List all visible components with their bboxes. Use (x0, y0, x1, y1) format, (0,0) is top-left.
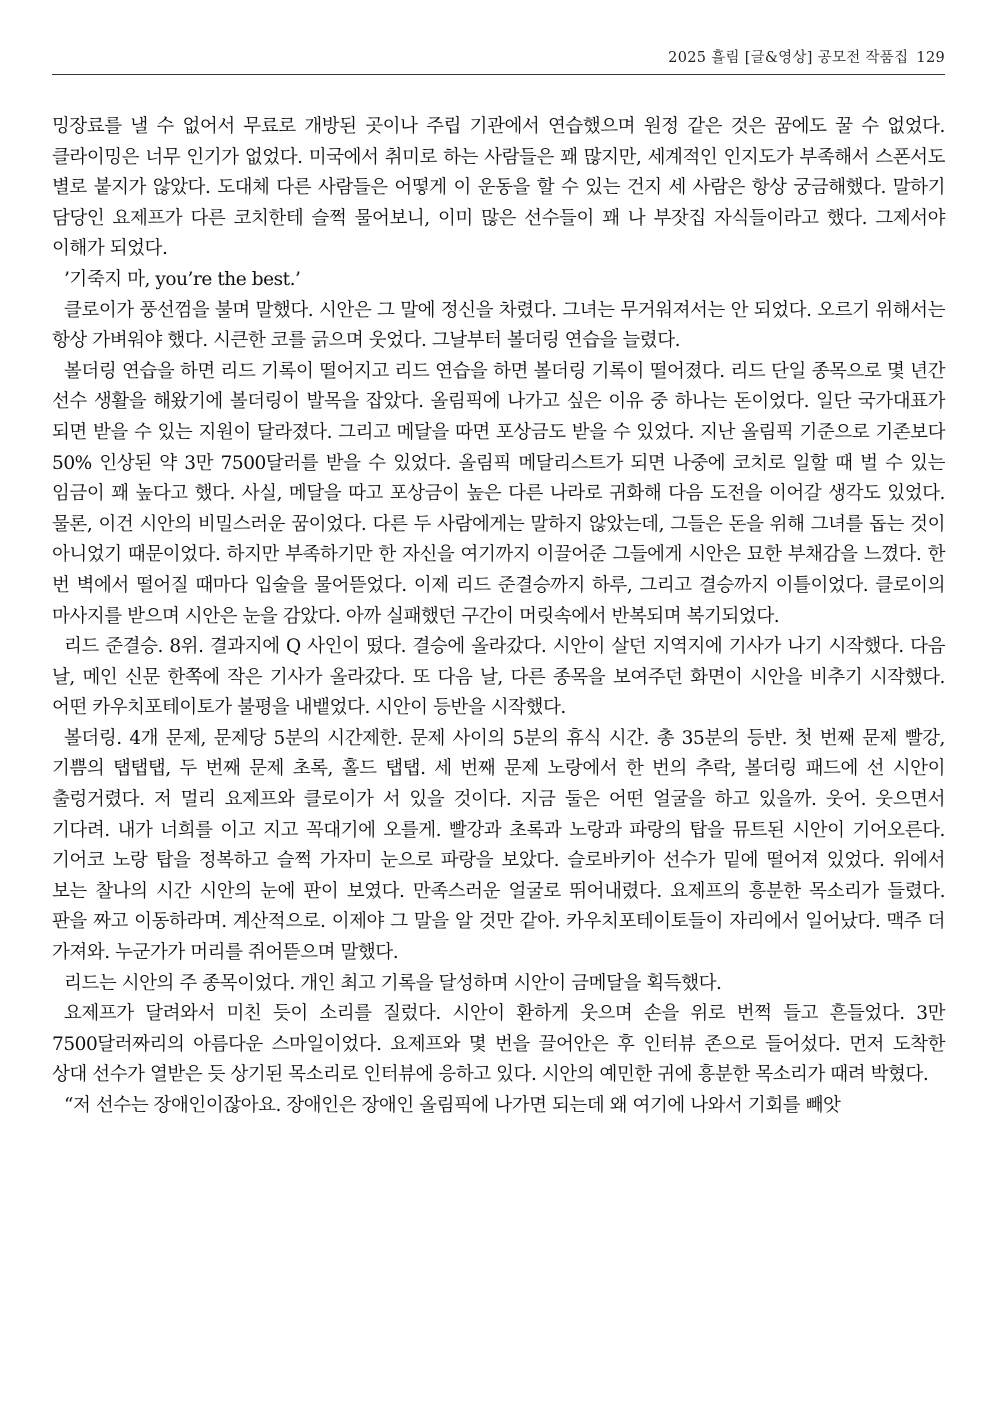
paragraph-continued: 밍장료를 낼 수 없어서 무료로 개방된 곳이나 주립 기관에서 연습했으며 원정 같은 것은 꿈에도 꿀 수 없었다. 클라이밍은 너무 인기가 없었다. 미국에서 취미로 하는 사람들은 꽤 많지만, 세계적인 인지도가 부족해서 스폰서도 별로 붙지가 않았다. 도대체 다른 사람들은 어떻게 이 운동을 할 수 있는 건지 세 사람은 항상 궁금해했다. 말하기 담당인 요제프가 다른 코치한테 슬쩍 물어보니, 이미 많은 선수들이 꽤 나 부잣집 자식들이라고 했다. 그제서야 이해가 되었다. (52, 116, 945, 260)
story-body (52, 112, 945, 1122)
paragraph: 클로이가 풍선껌을 불며 말했다. 시안은 그 말에 정신을 차렸다. 그녀는 무거워져서는 안 되었다. 오르기 위해서는 항상 가벼워야 했다. 시큰한 코를 긁으며 웃었다. 그날부터 볼더링 연습을 늘렸다. (52, 299, 945, 352)
paragraph-inner-thought: ’기죽지 마, you’re the best.’ (64, 268, 301, 290)
page-header (52, 40, 945, 75)
paragraph: 리드는 시안의 주 종목이었다. 개인 최고 기록을 달성하며 시안이 금메달을 획득했다. (64, 972, 722, 994)
paragraph: 볼더링 연습을 하면 리드 기록이 떨어지고 리드 연습을 하면 볼더링 기록이 떨어졌다. 리드 단일 종목으로 몇 년간 선수 생활을 해왔기에 볼더링이 발목을 잡았다. 올림픽에 나가고 싶은 이유 중 하나는 돈이었다. 일단 국가대표가 되면 받을 수 있는 지원이 달라졌다. 그리고 메달을 따면 포상금도 받을 수 있었다. 지난 올림픽 기준으로 기존보다 50% 인상된 약 3만 7500달러를 받을 수 있었다. 올림픽 메달리스트가 되면 나중에 코치로 일할 때 벌 수 있는 임금이 꽤 높다고 했다. 사실, 메달을 따고 포상금이 높은 다른 나라로 귀화해 다음 도전을 이어갈 생각도 있었다. 물론, 이건 시안의 비밀스러운 꿈이었다. 다른 두 사람에게는 말하지 않았는데, 그들은 돈을 위해 그녀를 돕는 것이 아니었기 때문이었다. 하지만 부족하기만 한 자신을 여기까지 이끌어준 그들에게 시안은 묘한 부채감을 느꼈다. 한 번 벽에서 떨어질 때마다 입술을 물어뜯었다. 이제 리드 준결승까지 하루, 그리고 결승까지 이틀이었다. 클로이의 마사지를 받으며 시안은 눈을 감았다. 아까 실패했던 구간이 머릿속에서 반복되며 복기되었다. (52, 360, 945, 627)
paragraph: 요제프가 달려와서 미친 듯이 소리를 질렀다. 시안이 환하게 웃으며 손을 위로 번쩍 들고 흔들었다. 3만 7500달러짜리의 아름다운 스마일이었다. 요제프와 몇 번을 끌어안은 후 인터뷰 존으로 들어섰다. 먼저 도착한 상대 선수가 열받은 듯 상기된 목소리로 인터뷰에 응하고 있다. 시안의 예민한 귀에 흥분한 목소리가 때려 박혔다. (52, 1003, 945, 1086)
paragraph: 리드 준결승. 8위. 결과지에 Q 사인이 떴다. 결승에 올라갔다. 시안이 살던 지역지에 기사가 나기 시작했다. 다음 날, 메인 신문 한쪽에 작은 기사가 올라갔다. 또 다음 날, 다른 종목을 보여주던 화면이 시안을 비추기 시작했다. 어떤 카우치포테이토가 불평을 내뱉었다. 시안이 등반을 시작했다. (52, 636, 945, 719)
page-number: 129 (916, 50, 945, 66)
paragraph: 볼더링. 4개 문제, 문제당 5분의 시간제한. 문제 사이의 5분의 휴식 시간. 총 35분의 등반. 첫 번째 문제 빨강, 기쁨의 탭탭탭, 두 번째 문제 초록, 홀드 탭탭. 세 번째 문제 노랑에서 한 번의 추락, 볼더링 패드에 선 시안이 출렁거렸다. 저 멀리 요제프와 클로이가 서 있을 것이다. 지금 둘은 어떤 얼굴을 하고 있을까. 웃어. 웃으면서 기다려. 내가 너희를 이고 지고 꼭대기에 오를게. 빨강과 초록과 노랑과 파랑의 탑을 뮤트된 시안이 기어오른다. 기어코 노랑 탑을 정복하고 슬쩍 가자미 눈으로 파랑을 보았다. 슬로바키아 선수가 밑에 떨어져 있었다. 위에서 보는 찰나의 시간 시안의 눈에 판이 보였다. 만족스러운 얼굴로 뛰어내렸다. 요제프의 흥분한 목소리가 들렸다. 판을 짜고 이동하라며. 계산적으로. 이제야 그 말을 알 것만 같아. 카우치포테이토들이 자리에서 일어났다. 맥주 더 가져와. 누군가가 머리를 쥐어뜯으며 말했다. (52, 727, 945, 964)
running-head (668, 46, 945, 67)
paragraph-quote: “저 선수는 장애인이잖아요. 장애인은 장애인 올림픽에 나가면 되는데 왜 여기에 나와서 기회를 빼앗 (64, 1095, 841, 1116)
publication-title: 2025 흘림 [글&영상] 공모전 작품집 (668, 50, 909, 66)
